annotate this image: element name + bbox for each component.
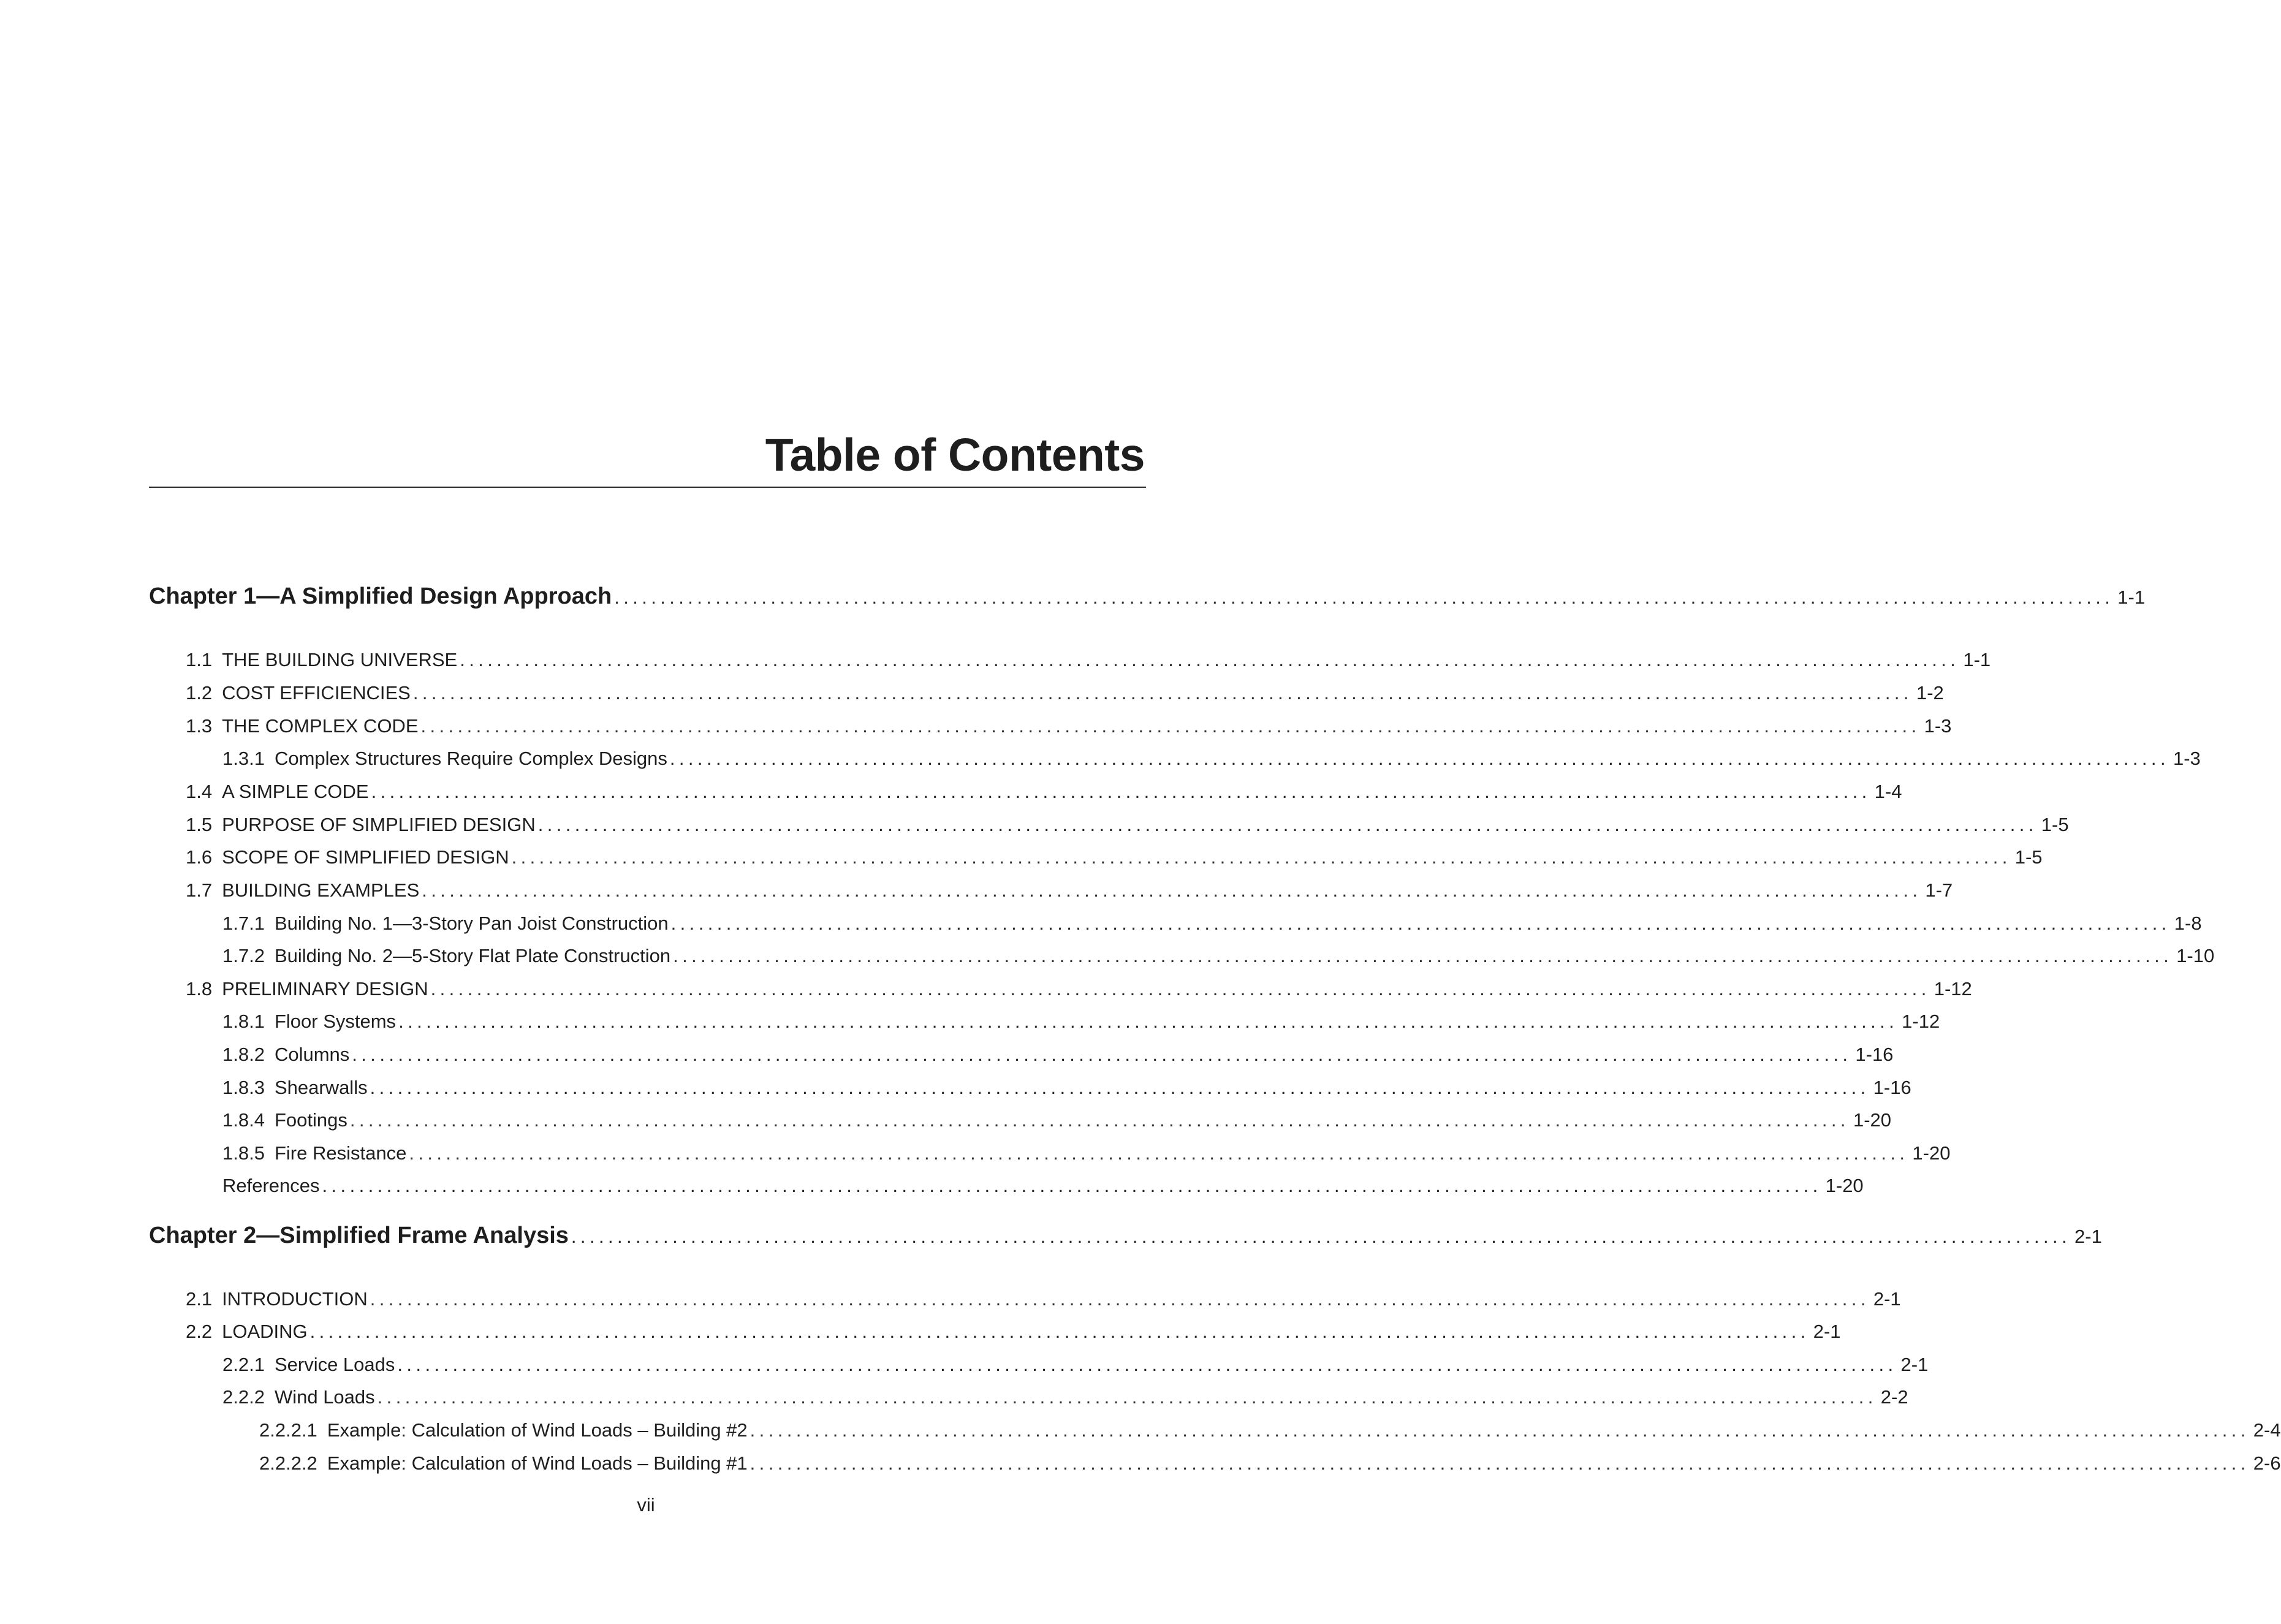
toc-entry-title: Columns bbox=[274, 1044, 350, 1065]
dot-leader: ................................................................................................................................................................... bbox=[322, 1175, 1822, 1196]
dot-leader: ................................................................................................................................................................... bbox=[377, 1386, 1877, 1408]
dot-leader: ................................................................................................................................................................... bbox=[430, 978, 1930, 1000]
toc-entry-title: Example: Calculation of Wind Loads – Building #2 bbox=[327, 1419, 748, 1441]
toc-section-number: 1.8.4 bbox=[222, 1109, 265, 1131]
toc-entry-1-3-1[interactable] bbox=[222, 745, 2201, 772]
toc-section-number: 2.2.1 bbox=[222, 1354, 265, 1375]
toc-entry-1-8-1[interactable] bbox=[222, 1008, 1940, 1035]
toc-entry-title: Example: Calculation of Wind Loads – Building #1 bbox=[327, 1452, 748, 1474]
toc-section-number: 1.8 bbox=[186, 978, 213, 1000]
dot-leader: ................................................................................................................................................................... bbox=[352, 1044, 1852, 1065]
toc-entry-2-2-2[interactable] bbox=[222, 1384, 1908, 1411]
toc-entry-2-1[interactable] bbox=[186, 1286, 1901, 1313]
toc-entry-1-8-3[interactable] bbox=[222, 1074, 1911, 1101]
page-title: Table of Contents bbox=[765, 429, 1145, 480]
toc-section-number: 1.6 bbox=[186, 846, 213, 868]
toc-page-number: 1-3 bbox=[1924, 715, 1952, 737]
toc-page-number: 1-16 bbox=[1855, 1044, 1894, 1065]
dot-leader: ................................................................................................................................................................... bbox=[670, 913, 2171, 934]
toc-section-number: 1.8.2 bbox=[222, 1044, 265, 1065]
toc-page-number: 2-1 bbox=[1813, 1321, 1841, 1342]
toc-page-number: 1-12 bbox=[1934, 978, 1972, 1000]
dot-leader: ................................................................................................................................................................... bbox=[412, 682, 1913, 704]
toc-entry-2-2[interactable] bbox=[186, 1318, 1841, 1345]
toc-entry-title: BUILDING EXAMPLES bbox=[222, 879, 420, 901]
toc-page-number: 1-10 bbox=[2176, 945, 2215, 966]
dot-leader: ................................................................................................................................................................... bbox=[422, 879, 1922, 901]
dot-leader: ................................................................................................................................................................... bbox=[460, 649, 1960, 670]
toc-entry-title: References bbox=[222, 1175, 320, 1196]
toc-page-number: 1-1 bbox=[2117, 586, 2146, 608]
toc-section-number: 1.7 bbox=[186, 879, 213, 901]
toc-entry-1-4[interactable] bbox=[186, 778, 1902, 805]
toc-entry-title: Wind Loads bbox=[274, 1386, 375, 1408]
toc-chapter-1[interactable] bbox=[149, 581, 2146, 612]
dot-leader: ................................................................................................................................................................... bbox=[537, 814, 2038, 835]
toc-entry-title: SCOPE OF SIMPLIFIED DESIGN bbox=[222, 846, 509, 868]
toc-entry-title: Floor Systems bbox=[274, 1011, 397, 1032]
dot-leader: ................................................................................................................................................................... bbox=[571, 1226, 2071, 1247]
toc-section-number: 2.2.2.1 bbox=[259, 1419, 317, 1441]
toc-entry-title: COST EFFICIENCIES bbox=[222, 682, 411, 704]
toc-entry-title: THE COMPLEX CODE bbox=[222, 715, 419, 737]
toc-entry-title: Shearwalls bbox=[274, 1077, 368, 1098]
dot-leader: ................................................................................................................................................................... bbox=[420, 715, 1921, 737]
toc-page-number: 2-1 bbox=[2074, 1226, 2102, 1247]
dot-leader: ................................................................................................................................................................... bbox=[511, 846, 2011, 868]
toc-entry-1-8[interactable] bbox=[186, 976, 1972, 1003]
toc-chapter-2[interactable] bbox=[149, 1220, 2102, 1251]
toc-entry-2-2-1[interactable] bbox=[222, 1351, 1929, 1378]
toc-entry-title: Building No. 1—3-Story Pan Joist Construction bbox=[274, 913, 669, 934]
toc-page-number: 1-20 bbox=[1853, 1109, 1891, 1131]
dot-leader: ................................................................................................................................................................... bbox=[397, 1354, 1897, 1375]
toc-entry-title: PRELIMINARY DESIGN bbox=[222, 978, 428, 1000]
toc-section-number: 2.2 bbox=[186, 1321, 213, 1342]
toc-entry-title: Complex Structures Require Complex Designs bbox=[274, 748, 667, 769]
toc-entry-1-6[interactable] bbox=[186, 844, 2043, 871]
dot-leader: ................................................................................................................................................................... bbox=[398, 1011, 1899, 1032]
dot-leader: ................................................................................................................................................................... bbox=[370, 1077, 1870, 1098]
toc-page-number: 2-1 bbox=[1900, 1354, 1929, 1375]
toc-entry-1-8-2[interactable] bbox=[222, 1041, 1894, 1068]
toc-section-number: 1.7.2 bbox=[222, 945, 265, 966]
toc-page-number: 2-1 bbox=[1873, 1288, 1901, 1310]
toc-entry-1-8-4[interactable] bbox=[222, 1107, 1891, 1134]
toc-entry-title: Footings bbox=[274, 1109, 347, 1131]
toc-section-number: 2.1 bbox=[186, 1288, 213, 1310]
dot-leader: ................................................................................................................................................................... bbox=[614, 586, 2114, 608]
toc-entry-1-8-5[interactable] bbox=[222, 1140, 1951, 1167]
toc-page-number: 2-2 bbox=[1880, 1386, 1908, 1408]
toc-section-number: 1.3.1 bbox=[222, 748, 265, 769]
toc-page-number: 1-8 bbox=[2174, 913, 2202, 934]
toc-page-number: 1-5 bbox=[2041, 814, 2069, 835]
toc-page-number: 1-20 bbox=[1825, 1175, 1864, 1196]
toc-section-number: 1.8.1 bbox=[222, 1011, 265, 1032]
toc-section-number: 1.2 bbox=[186, 682, 213, 704]
toc-entry-1-1[interactable] bbox=[186, 647, 1991, 674]
toc-page-number: 1-16 bbox=[1873, 1077, 1911, 1098]
toc-entry-1-2[interactable] bbox=[186, 680, 1944, 707]
page-number-footer: vii bbox=[637, 1494, 655, 1516]
toc-page-number: 1-20 bbox=[1912, 1142, 1951, 1164]
toc-section-number: 1.1 bbox=[186, 649, 213, 670]
toc-chapter-title: Chapter 2—Simplified Frame Analysis bbox=[149, 1223, 569, 1248]
toc-page-number: 2-4 bbox=[2253, 1419, 2281, 1441]
toc-entry-1-5[interactable] bbox=[186, 811, 2069, 838]
toc-page-number: 1-5 bbox=[2014, 846, 2043, 868]
dot-leader: ................................................................................................................................................................... bbox=[673, 945, 2173, 966]
dot-leader: ................................................................................................................................................................... bbox=[669, 748, 2169, 769]
toc-entry-1-7[interactable] bbox=[186, 877, 1953, 904]
dot-leader: ................................................................................................................................................................... bbox=[370, 1288, 1870, 1310]
dot-leader: ................................................................................................................................................................... bbox=[750, 1419, 2250, 1441]
toc-page-number: 1-1 bbox=[1963, 649, 1991, 670]
toc-page-number: 1-3 bbox=[2173, 748, 2201, 769]
dot-leader: ................................................................................................................................................................... bbox=[409, 1142, 1909, 1164]
toc-entry-1-3[interactable] bbox=[186, 713, 1952, 740]
toc-entry-references[interactable] bbox=[222, 1172, 1864, 1199]
toc-section-number: 1.5 bbox=[186, 814, 213, 835]
dot-leader: ................................................................................................................................................................... bbox=[371, 781, 1871, 802]
dot-leader: ................................................................................................................................................................... bbox=[750, 1452, 2250, 1474]
toc-entry-2-2-2-2[interactable] bbox=[259, 1450, 2281, 1477]
toc-entry-title: THE BUILDING UNIVERSE bbox=[222, 649, 458, 670]
toc-entry-title: A SIMPLE CODE bbox=[222, 781, 369, 802]
toc-page-number: 1-2 bbox=[1916, 682, 1944, 704]
toc-section-number: 1.8.5 bbox=[222, 1142, 265, 1164]
toc-entry-1-7-1[interactable] bbox=[222, 910, 2202, 937]
toc-entry-2-2-2-1[interactable] bbox=[259, 1417, 2281, 1444]
toc-section-number: 1.4 bbox=[186, 781, 213, 802]
toc-section-number: 1.8.3 bbox=[222, 1077, 265, 1098]
toc-entry-title: Fire Resistance bbox=[274, 1142, 407, 1164]
toc-section-number: 2.2.2.2 bbox=[259, 1452, 317, 1474]
toc-page-number: 2-6 bbox=[2253, 1452, 2281, 1474]
toc-entry-title: INTRODUCTION bbox=[222, 1288, 368, 1310]
toc-entry-title: Service Loads bbox=[274, 1354, 395, 1375]
toc-entry-title: Building No. 2—5-Story Flat Plate Construction bbox=[274, 945, 671, 966]
dot-leader: ................................................................................................................................................................... bbox=[309, 1321, 1810, 1342]
toc-entry-1-7-2[interactable] bbox=[222, 943, 2215, 969]
toc-section-number: 1.3 bbox=[186, 715, 213, 737]
toc-page-number: 1-4 bbox=[1874, 781, 1902, 802]
toc-page-number: 1-7 bbox=[1925, 879, 1953, 901]
toc-entry-title: PURPOSE OF SIMPLIFIED DESIGN bbox=[222, 814, 536, 835]
toc-page-number: 1-12 bbox=[1902, 1011, 1940, 1032]
toc-section-number: 2.2.2 bbox=[222, 1386, 265, 1408]
toc-entry-title: LOADING bbox=[222, 1321, 308, 1342]
toc-chapter-title: Chapter 1—A Simplified Design Approach bbox=[149, 583, 612, 609]
dot-leader: ................................................................................................................................................................... bbox=[349, 1109, 1850, 1131]
toc-section-number: 1.7.1 bbox=[222, 913, 265, 934]
